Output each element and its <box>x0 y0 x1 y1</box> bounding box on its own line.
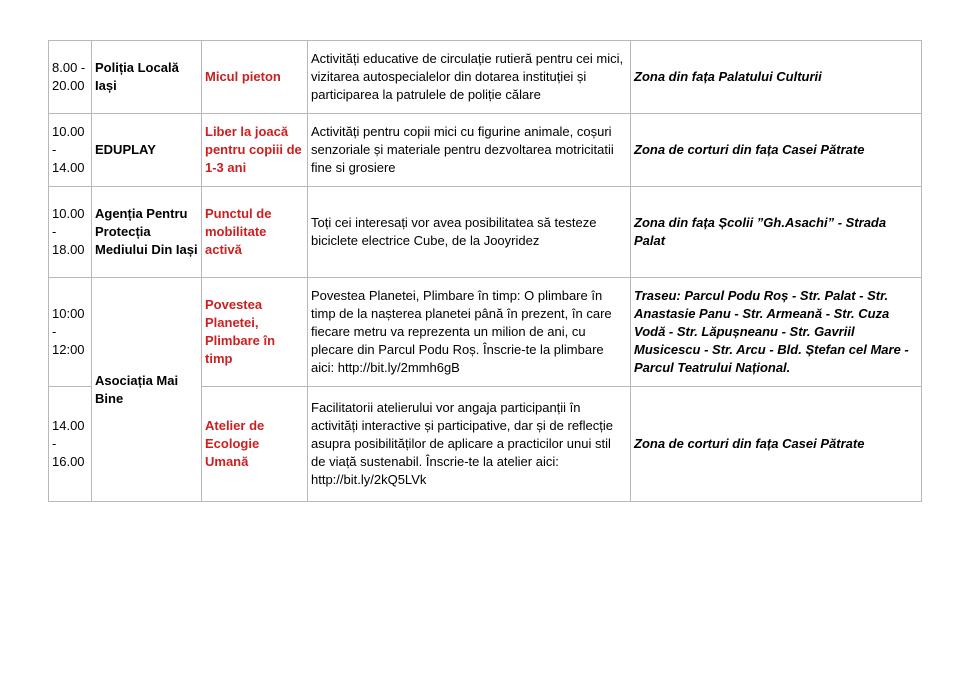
activity-cell: Liber la joacă pentru copiii de 1-3 ani <box>202 114 308 187</box>
activity-cell: Micul pieton <box>202 41 308 114</box>
activity-cell: Atelier de Ecologie Umană <box>202 387 308 502</box>
table-row <box>49 41 922 114</box>
table-row <box>49 278 922 387</box>
location-cell: Zona din fața Școlii ”Gh.Asachi” - Strada Palat <box>631 187 922 278</box>
time-cell: 8.00 - 20.00 <box>49 41 92 114</box>
organizer-cell: Agenția Pentru Protecția Mediului Din Iași <box>92 187 202 278</box>
organizer-cell: Poliția Locală Iași <box>92 41 202 114</box>
description-cell: Activități educative de circulație rutieră pentru cei mici, vizitarea autospecialelor din dotarea instituției și participarea la patrulele de poliție călare <box>308 41 631 114</box>
location-cell: Zona de corturi din fața Casei Pătrate <box>631 114 922 187</box>
time-cell: 10.00 - 14.00 <box>49 114 92 187</box>
activity-cell: Punctul de mobilitate activă <box>202 187 308 278</box>
organizer-cell: Asociația Mai Bine <box>92 278 202 502</box>
activity-cell: Povestea Planetei, Plimbare în timp <box>202 278 308 387</box>
location-cell: Zona de corturi din fața Casei Pătrate <box>631 387 922 502</box>
schedule-table <box>48 40 922 502</box>
organizer-cell: EDUPLAY <box>92 114 202 187</box>
description-cell: Povestea Planetei, Plimbare în timp: O plimbare în timp de la nașterea planetei până în prezent, în care fiecare metru va reprezenta un milion de ani, cu plecare din Parcul Podu Roș. Înscrie-te la plimbare aici: http://bit.ly/2mmh6gB <box>308 278 631 387</box>
description-cell: Toți cei interesați vor avea posibilitatea să testeze biciclete electrice Cube, de la Jooyridez <box>308 187 631 278</box>
table-row <box>49 114 922 187</box>
location-cell: Traseu: Parcul Podu Roș - Str. Palat - Str. Anastasie Panu - Str. Armeană - Str. Cuza Vodă - Str. Lăpușneanu - Str. Gavriil Musicescu - Str. Arcu - Bld. Ștefan cel Mare - Parcul Teatrului Național. <box>631 278 922 387</box>
table-row <box>49 187 922 278</box>
location-cell: Zona din fața Palatului Culturii <box>631 41 922 114</box>
time-cell: 14.00 - 16.00 <box>49 387 92 502</box>
time-cell: 10.00 - 18.00 <box>49 187 92 278</box>
description-cell: Activități pentru copii mici cu figurine animale, coșuri senzoriale și materiale pentru dezvoltarea motricitatii fine si grosiere <box>308 114 631 187</box>
description-cell: Facilitatorii atelierului vor angaja participanții în activități interactive și participative, dar și de reflecție asupra posibilităților de aplicare a practicilor unui stil de viață sustenabil. Înscrie-te la atelier aici: http://bit.ly/2kQ5LVk <box>308 387 631 502</box>
time-cell: 10:00 - 12:00 <box>49 278 92 387</box>
